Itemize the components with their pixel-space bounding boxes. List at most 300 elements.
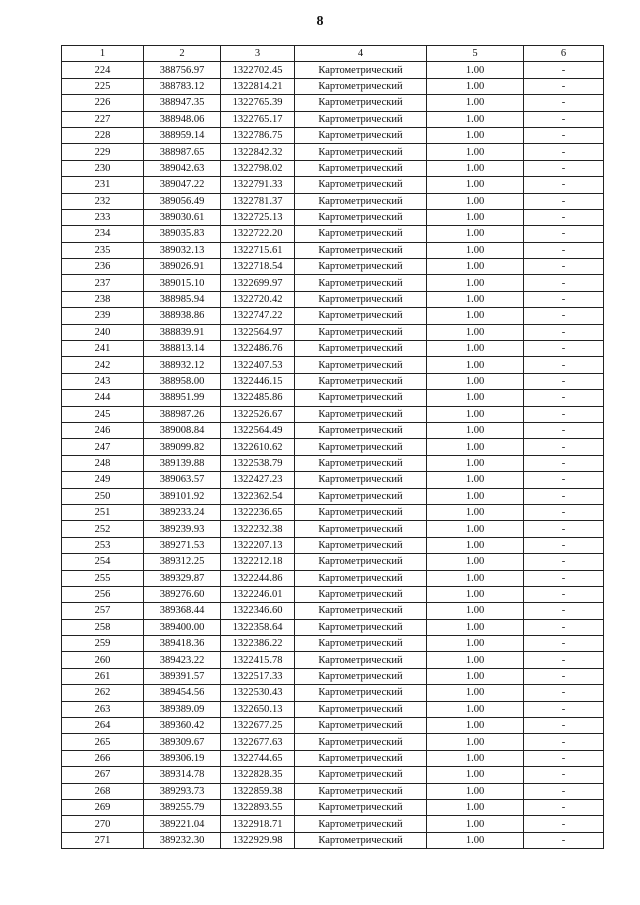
accuracy-cell: 1.00 bbox=[427, 455, 524, 471]
y-coordinate-cell: 1322526.67 bbox=[221, 406, 295, 422]
point-number-cell: 248 bbox=[62, 455, 144, 471]
table-row bbox=[62, 668, 604, 684]
method-cell: Картометрический bbox=[295, 472, 427, 488]
y-coordinate-cell: 1322610.62 bbox=[221, 439, 295, 455]
table-row bbox=[62, 619, 604, 635]
point-number-cell: 262 bbox=[62, 685, 144, 701]
x-coordinate-cell: 389008.84 bbox=[144, 422, 221, 438]
y-coordinate-cell: 1322236.65 bbox=[221, 504, 295, 520]
table-row bbox=[62, 701, 604, 717]
point-number-cell: 235 bbox=[62, 242, 144, 258]
table-row bbox=[62, 259, 604, 275]
method-cell: Картометрический bbox=[295, 652, 427, 668]
accuracy-cell: 1.00 bbox=[427, 226, 524, 242]
x-coordinate-cell: 388985.94 bbox=[144, 291, 221, 307]
y-coordinate-cell: 1322564.97 bbox=[221, 324, 295, 340]
method-cell: Картометрический bbox=[295, 570, 427, 586]
method-cell: Картометрический bbox=[295, 390, 427, 406]
point-number-cell: 254 bbox=[62, 554, 144, 570]
method-cell: Картометрический bbox=[295, 783, 427, 799]
table-row bbox=[62, 455, 604, 471]
accuracy-cell: 1.00 bbox=[427, 209, 524, 225]
method-cell: Картометрический bbox=[295, 767, 427, 783]
accuracy-cell: 1.00 bbox=[427, 521, 524, 537]
x-coordinate-cell: 389101.92 bbox=[144, 488, 221, 504]
note-cell: - bbox=[524, 144, 604, 160]
accuracy-cell: 1.00 bbox=[427, 488, 524, 504]
method-cell: Картометрический bbox=[295, 226, 427, 242]
y-coordinate-cell: 1322828.35 bbox=[221, 767, 295, 783]
accuracy-cell: 1.00 bbox=[427, 734, 524, 750]
point-number-cell: 242 bbox=[62, 357, 144, 373]
column-header: 1 bbox=[62, 46, 144, 62]
accuracy-cell: 1.00 bbox=[427, 390, 524, 406]
x-coordinate-cell: 388951.99 bbox=[144, 390, 221, 406]
accuracy-cell: 1.00 bbox=[427, 242, 524, 258]
table-row bbox=[62, 734, 604, 750]
note-cell: - bbox=[524, 734, 604, 750]
accuracy-cell: 1.00 bbox=[427, 472, 524, 488]
point-number-cell: 264 bbox=[62, 718, 144, 734]
method-cell: Картометрический bbox=[295, 685, 427, 701]
method-cell: Картометрический bbox=[295, 504, 427, 520]
note-cell: - bbox=[524, 455, 604, 471]
x-coordinate-cell: 388938.86 bbox=[144, 308, 221, 324]
y-coordinate-cell: 1322765.17 bbox=[221, 111, 295, 127]
x-coordinate-cell: 389239.93 bbox=[144, 521, 221, 537]
note-cell: - bbox=[524, 259, 604, 275]
y-coordinate-cell: 1322791.33 bbox=[221, 177, 295, 193]
table-row bbox=[62, 799, 604, 815]
y-coordinate-cell: 1322346.60 bbox=[221, 603, 295, 619]
point-number-cell: 241 bbox=[62, 341, 144, 357]
point-number-cell: 232 bbox=[62, 193, 144, 209]
method-cell: Картометрический bbox=[295, 799, 427, 815]
point-number-cell: 252 bbox=[62, 521, 144, 537]
x-coordinate-cell: 389099.82 bbox=[144, 439, 221, 455]
table-row bbox=[62, 570, 604, 586]
page-number: 8 bbox=[316, 14, 324, 29]
note-cell: - bbox=[524, 570, 604, 586]
accuracy-cell: 1.00 bbox=[427, 341, 524, 357]
table-row bbox=[62, 78, 604, 94]
accuracy-cell: 1.00 bbox=[427, 193, 524, 209]
point-number-cell: 250 bbox=[62, 488, 144, 504]
x-coordinate-cell: 389418.36 bbox=[144, 636, 221, 652]
y-coordinate-cell: 1322232.38 bbox=[221, 521, 295, 537]
point-number-cell: 269 bbox=[62, 799, 144, 815]
method-cell: Картометрический bbox=[295, 537, 427, 553]
accuracy-cell: 1.00 bbox=[427, 275, 524, 291]
accuracy-cell: 1.00 bbox=[427, 701, 524, 717]
method-cell: Картометрический bbox=[295, 603, 427, 619]
note-cell: - bbox=[524, 242, 604, 258]
accuracy-cell: 1.00 bbox=[427, 816, 524, 832]
y-coordinate-cell: 1322893.55 bbox=[221, 799, 295, 815]
accuracy-cell: 1.00 bbox=[427, 570, 524, 586]
column-header: 4 bbox=[295, 46, 427, 62]
x-coordinate-cell: 388839.91 bbox=[144, 324, 221, 340]
accuracy-cell: 1.00 bbox=[427, 668, 524, 684]
accuracy-cell: 1.00 bbox=[427, 832, 524, 848]
point-number-cell: 229 bbox=[62, 144, 144, 160]
x-coordinate-cell: 389368.44 bbox=[144, 603, 221, 619]
x-coordinate-cell: 389015.10 bbox=[144, 275, 221, 291]
y-coordinate-cell: 1322786.75 bbox=[221, 127, 295, 143]
method-cell: Картометрический bbox=[295, 193, 427, 209]
note-cell: - bbox=[524, 160, 604, 176]
x-coordinate-cell: 389306.19 bbox=[144, 750, 221, 766]
x-coordinate-cell: 389389.09 bbox=[144, 701, 221, 717]
accuracy-cell: 1.00 bbox=[427, 652, 524, 668]
note-cell: - bbox=[524, 78, 604, 94]
note-cell: - bbox=[524, 783, 604, 799]
y-coordinate-cell: 1322517.33 bbox=[221, 668, 295, 684]
method-cell: Картометрический bbox=[295, 734, 427, 750]
accuracy-cell: 1.00 bbox=[427, 324, 524, 340]
accuracy-cell: 1.00 bbox=[427, 111, 524, 127]
note-cell: - bbox=[524, 619, 604, 635]
note-cell: - bbox=[524, 226, 604, 242]
table-row bbox=[62, 783, 604, 799]
x-coordinate-cell: 389042.63 bbox=[144, 160, 221, 176]
point-number-cell: 226 bbox=[62, 95, 144, 111]
method-cell: Картометрический bbox=[295, 111, 427, 127]
y-coordinate-cell: 1322699.97 bbox=[221, 275, 295, 291]
note-cell: - bbox=[524, 341, 604, 357]
table-row bbox=[62, 718, 604, 734]
y-coordinate-cell: 1322781.37 bbox=[221, 193, 295, 209]
y-coordinate-cell: 1322407.53 bbox=[221, 357, 295, 373]
x-coordinate-cell: 389032.13 bbox=[144, 242, 221, 258]
column-header: 3 bbox=[221, 46, 295, 62]
x-coordinate-cell: 389314.78 bbox=[144, 767, 221, 783]
y-coordinate-cell: 1322538.79 bbox=[221, 455, 295, 471]
point-number-cell: 259 bbox=[62, 636, 144, 652]
x-coordinate-cell: 388783.12 bbox=[144, 78, 221, 94]
accuracy-cell: 1.00 bbox=[427, 373, 524, 389]
table-row bbox=[62, 554, 604, 570]
table-row bbox=[62, 341, 604, 357]
y-coordinate-cell: 1322415.78 bbox=[221, 652, 295, 668]
note-cell: - bbox=[524, 357, 604, 373]
y-coordinate-cell: 1322744.65 bbox=[221, 750, 295, 766]
y-coordinate-cell: 1322722.20 bbox=[221, 226, 295, 242]
note-cell: - bbox=[524, 62, 604, 78]
accuracy-cell: 1.00 bbox=[427, 144, 524, 160]
method-cell: Картометрический bbox=[295, 177, 427, 193]
note-cell: - bbox=[524, 406, 604, 422]
point-number-cell: 249 bbox=[62, 472, 144, 488]
point-number-cell: 256 bbox=[62, 586, 144, 602]
note-cell: - bbox=[524, 537, 604, 553]
table-row bbox=[62, 521, 604, 537]
method-cell: Картометрический bbox=[295, 95, 427, 111]
y-coordinate-cell: 1322358.64 bbox=[221, 619, 295, 635]
y-coordinate-cell: 1322386.22 bbox=[221, 636, 295, 652]
point-number-cell: 244 bbox=[62, 390, 144, 406]
point-number-cell: 260 bbox=[62, 652, 144, 668]
accuracy-cell: 1.00 bbox=[427, 291, 524, 307]
table-row bbox=[62, 193, 604, 209]
point-number-cell: 268 bbox=[62, 783, 144, 799]
table-row bbox=[62, 652, 604, 668]
point-number-cell: 258 bbox=[62, 619, 144, 635]
accuracy-cell: 1.00 bbox=[427, 259, 524, 275]
point-number-cell: 236 bbox=[62, 259, 144, 275]
y-coordinate-cell: 1322918.71 bbox=[221, 816, 295, 832]
point-number-cell: 261 bbox=[62, 668, 144, 684]
table-row bbox=[62, 160, 604, 176]
note-cell: - bbox=[524, 488, 604, 504]
accuracy-cell: 1.00 bbox=[427, 619, 524, 635]
table-row bbox=[62, 226, 604, 242]
method-cell: Картометрический bbox=[295, 160, 427, 176]
table-header-row bbox=[62, 46, 604, 62]
x-coordinate-cell: 389276.60 bbox=[144, 586, 221, 602]
method-cell: Картометрический bbox=[295, 832, 427, 848]
method-cell: Картометрический bbox=[295, 291, 427, 307]
note-cell: - bbox=[524, 586, 604, 602]
x-coordinate-cell: 389221.04 bbox=[144, 816, 221, 832]
table-row bbox=[62, 242, 604, 258]
method-cell: Картометрический bbox=[295, 406, 427, 422]
point-number-cell: 270 bbox=[62, 816, 144, 832]
column-header: 6 bbox=[524, 46, 604, 62]
y-coordinate-cell: 1322530.43 bbox=[221, 685, 295, 701]
y-coordinate-cell: 1322486.76 bbox=[221, 341, 295, 357]
column-header: 5 bbox=[427, 46, 524, 62]
note-cell: - bbox=[524, 750, 604, 766]
note-cell: - bbox=[524, 127, 604, 143]
point-number-cell: 265 bbox=[62, 734, 144, 750]
x-coordinate-cell: 388947.35 bbox=[144, 95, 221, 111]
y-coordinate-cell: 1322747.22 bbox=[221, 308, 295, 324]
method-cell: Картометрический bbox=[295, 62, 427, 78]
table-body bbox=[62, 62, 604, 849]
note-cell: - bbox=[524, 439, 604, 455]
table-row bbox=[62, 750, 604, 766]
y-coordinate-cell: 1322212.18 bbox=[221, 554, 295, 570]
table-row bbox=[62, 636, 604, 652]
accuracy-cell: 1.00 bbox=[427, 537, 524, 553]
x-coordinate-cell: 389454.56 bbox=[144, 685, 221, 701]
table-row bbox=[62, 357, 604, 373]
x-coordinate-cell: 389329.87 bbox=[144, 570, 221, 586]
x-coordinate-cell: 388987.65 bbox=[144, 144, 221, 160]
accuracy-cell: 1.00 bbox=[427, 439, 524, 455]
note-cell: - bbox=[524, 373, 604, 389]
y-coordinate-cell: 1322244.86 bbox=[221, 570, 295, 586]
point-number-cell: 267 bbox=[62, 767, 144, 783]
table-row bbox=[62, 127, 604, 143]
y-coordinate-cell: 1322362.54 bbox=[221, 488, 295, 504]
accuracy-cell: 1.00 bbox=[427, 127, 524, 143]
y-coordinate-cell: 1322798.02 bbox=[221, 160, 295, 176]
x-coordinate-cell: 388813.14 bbox=[144, 341, 221, 357]
note-cell: - bbox=[524, 472, 604, 488]
table-row bbox=[62, 603, 604, 619]
y-coordinate-cell: 1322677.63 bbox=[221, 734, 295, 750]
accuracy-cell: 1.00 bbox=[427, 783, 524, 799]
accuracy-cell: 1.00 bbox=[427, 406, 524, 422]
method-cell: Картометрический bbox=[295, 275, 427, 291]
method-cell: Картометрический bbox=[295, 750, 427, 766]
point-number-cell: 263 bbox=[62, 701, 144, 717]
point-number-cell: 245 bbox=[62, 406, 144, 422]
table-row bbox=[62, 324, 604, 340]
accuracy-cell: 1.00 bbox=[427, 504, 524, 520]
point-number-cell: 237 bbox=[62, 275, 144, 291]
note-cell: - bbox=[524, 193, 604, 209]
method-cell: Картометрический bbox=[295, 586, 427, 602]
x-coordinate-cell: 388987.26 bbox=[144, 406, 221, 422]
accuracy-cell: 1.00 bbox=[427, 603, 524, 619]
table-row bbox=[62, 373, 604, 389]
table-row bbox=[62, 390, 604, 406]
y-coordinate-cell: 1322842.32 bbox=[221, 144, 295, 160]
point-number-cell: 238 bbox=[62, 291, 144, 307]
table-row bbox=[62, 767, 604, 783]
point-number-cell: 228 bbox=[62, 127, 144, 143]
x-coordinate-cell: 388958.00 bbox=[144, 373, 221, 389]
method-cell: Картометрический bbox=[295, 341, 427, 357]
y-coordinate-cell: 1322718.54 bbox=[221, 259, 295, 275]
method-cell: Картометрический bbox=[295, 668, 427, 684]
coordinates-table bbox=[61, 45, 604, 849]
table-row bbox=[62, 275, 604, 291]
x-coordinate-cell: 389056.49 bbox=[144, 193, 221, 209]
accuracy-cell: 1.00 bbox=[427, 308, 524, 324]
point-number-cell: 224 bbox=[62, 62, 144, 78]
x-coordinate-cell: 388948.06 bbox=[144, 111, 221, 127]
y-coordinate-cell: 1322859.38 bbox=[221, 783, 295, 799]
method-cell: Картометрический bbox=[295, 455, 427, 471]
method-cell: Картометрический bbox=[295, 701, 427, 717]
table-row bbox=[62, 209, 604, 225]
note-cell: - bbox=[524, 652, 604, 668]
table-row bbox=[62, 177, 604, 193]
column-header: 2 bbox=[144, 46, 221, 62]
accuracy-cell: 1.00 bbox=[427, 767, 524, 783]
method-cell: Картометрический bbox=[295, 718, 427, 734]
table-row bbox=[62, 95, 604, 111]
point-number-cell: 251 bbox=[62, 504, 144, 520]
point-number-cell: 247 bbox=[62, 439, 144, 455]
method-cell: Картометрический bbox=[295, 242, 427, 258]
method-cell: Картометрический bbox=[295, 373, 427, 389]
point-number-cell: 233 bbox=[62, 209, 144, 225]
x-coordinate-cell: 389026.91 bbox=[144, 259, 221, 275]
y-coordinate-cell: 1322702.45 bbox=[221, 62, 295, 78]
method-cell: Картометрический bbox=[295, 422, 427, 438]
note-cell: - bbox=[524, 291, 604, 307]
y-coordinate-cell: 1322677.25 bbox=[221, 718, 295, 734]
y-coordinate-cell: 1322246.01 bbox=[221, 586, 295, 602]
method-cell: Картометрический bbox=[295, 127, 427, 143]
method-cell: Картометрический bbox=[295, 259, 427, 275]
point-number-cell: 240 bbox=[62, 324, 144, 340]
y-coordinate-cell: 1322207.13 bbox=[221, 537, 295, 553]
x-coordinate-cell: 389030.61 bbox=[144, 209, 221, 225]
method-cell: Картометрический bbox=[295, 521, 427, 537]
note-cell: - bbox=[524, 177, 604, 193]
x-coordinate-cell: 389047.22 bbox=[144, 177, 221, 193]
method-cell: Картометрический bbox=[295, 209, 427, 225]
table-row bbox=[62, 504, 604, 520]
note-cell: - bbox=[524, 685, 604, 701]
x-coordinate-cell: 388932.12 bbox=[144, 357, 221, 373]
method-cell: Картометрический bbox=[295, 324, 427, 340]
note-cell: - bbox=[524, 308, 604, 324]
y-coordinate-cell: 1322485.86 bbox=[221, 390, 295, 406]
method-cell: Картометрический bbox=[295, 488, 427, 504]
accuracy-cell: 1.00 bbox=[427, 636, 524, 652]
x-coordinate-cell: 388756.97 bbox=[144, 62, 221, 78]
x-coordinate-cell: 389233.24 bbox=[144, 504, 221, 520]
accuracy-cell: 1.00 bbox=[427, 95, 524, 111]
note-cell: - bbox=[524, 275, 604, 291]
method-cell: Картометрический bbox=[295, 78, 427, 94]
table-row bbox=[62, 422, 604, 438]
y-coordinate-cell: 1322814.21 bbox=[221, 78, 295, 94]
accuracy-cell: 1.00 bbox=[427, 422, 524, 438]
table-row bbox=[62, 537, 604, 553]
accuracy-cell: 1.00 bbox=[427, 78, 524, 94]
table-row bbox=[62, 144, 604, 160]
note-cell: - bbox=[524, 832, 604, 848]
table-row bbox=[62, 586, 604, 602]
table-row bbox=[62, 308, 604, 324]
point-number-cell: 253 bbox=[62, 537, 144, 553]
point-number-cell: 255 bbox=[62, 570, 144, 586]
note-cell: - bbox=[524, 799, 604, 815]
table-row bbox=[62, 832, 604, 848]
point-number-cell: 266 bbox=[62, 750, 144, 766]
accuracy-cell: 1.00 bbox=[427, 554, 524, 570]
accuracy-cell: 1.00 bbox=[427, 62, 524, 78]
method-cell: Картометрический bbox=[295, 636, 427, 652]
method-cell: Картометрический bbox=[295, 144, 427, 160]
table-row bbox=[62, 472, 604, 488]
accuracy-cell: 1.00 bbox=[427, 177, 524, 193]
method-cell: Картометрический bbox=[295, 816, 427, 832]
point-number-cell: 227 bbox=[62, 111, 144, 127]
y-coordinate-cell: 1322720.42 bbox=[221, 291, 295, 307]
note-cell: - bbox=[524, 668, 604, 684]
x-coordinate-cell: 389360.42 bbox=[144, 718, 221, 734]
table-row bbox=[62, 291, 604, 307]
note-cell: - bbox=[524, 718, 604, 734]
table-row bbox=[62, 62, 604, 78]
note-cell: - bbox=[524, 390, 604, 406]
point-number-cell: 246 bbox=[62, 422, 144, 438]
note-cell: - bbox=[524, 422, 604, 438]
x-coordinate-cell: 389271.53 bbox=[144, 537, 221, 553]
x-coordinate-cell: 389139.88 bbox=[144, 455, 221, 471]
x-coordinate-cell: 389255.79 bbox=[144, 799, 221, 815]
accuracy-cell: 1.00 bbox=[427, 685, 524, 701]
table-row bbox=[62, 685, 604, 701]
x-coordinate-cell: 389232.30 bbox=[144, 832, 221, 848]
accuracy-cell: 1.00 bbox=[427, 799, 524, 815]
x-coordinate-cell: 388959.14 bbox=[144, 127, 221, 143]
method-cell: Картометрический bbox=[295, 554, 427, 570]
point-number-cell: 234 bbox=[62, 226, 144, 242]
note-cell: - bbox=[524, 603, 604, 619]
x-coordinate-cell: 389309.67 bbox=[144, 734, 221, 750]
y-coordinate-cell: 1322564.49 bbox=[221, 422, 295, 438]
